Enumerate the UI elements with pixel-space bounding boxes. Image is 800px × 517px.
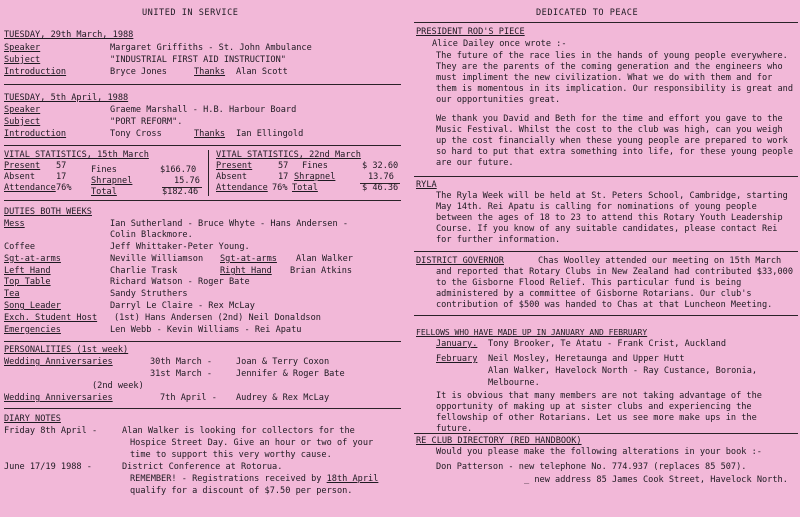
president-thanks: We thank you David and Beth for the time and effort you gave to the Music Festival. Whilst the cost to the club was high, can you weigh up the cost financially when these young people are prepared to work so hard to put that extra something into life, for these young people are our future. [436,114,793,168]
diary2-date: June 17/19 1988 - [4,462,92,472]
duty-sgt2: Alan Walker [296,254,353,264]
duty-emergencies-label: Emergencies [4,325,61,335]
president-quote: The future of the race lies in the hands of young people everywhere. They are the parents of the coming generation and the engineers who must impliment the new civilization. What we do with them and for them is momentous in its implication. Our responsibility is great and our opportunities great. [436,51,793,105]
meeting1-thanks: Alan Scott [236,67,288,77]
divider [4,408,401,409]
stats1-fines-label: Fines [91,165,117,175]
meeting1-intro: Bryce Jones [110,67,167,77]
fellows-title: FELLOWS WHO HAVE MADE UP IN JANUARY AND FEBRUARY [416,328,648,337]
meeting2-intro: Tony Cross [110,129,162,139]
president-title: PRESIDENT ROD'S PIECE [416,27,525,37]
stats2-attendance: 76% [272,183,288,193]
stats2-absent: 17 [278,172,289,182]
directory-line2: _ new address 85 James Cook Street, Havelock North. [524,475,788,485]
stats1-absent: 17 [56,172,67,182]
diary1-line1: Alan Walker is looking for collectors for the [122,426,355,436]
duty-mess: Ian Sutherland - Bruce Whyte - Hans Andersen - [110,219,348,229]
duty-coffee: Jeff Whittaker-Peter Young. [110,242,250,252]
fellows-feb-3: Melbourne. [488,378,540,388]
stats1-title: VITAL STATISTICS, 15th March [4,150,149,160]
duty-right-hand-label: Right Hand [220,266,272,276]
stats2-shrapnel: 13.76 [368,172,394,182]
diary2-reminder: REMEMBER! - Registrations received by [130,474,322,484]
duty-left-hand-label: Left Hand [4,266,51,276]
duty-right-hand: Brian Atkins [290,266,353,276]
meeting1-subject: "INDUSTRIAL FIRST AID INSTRUCTION" [110,55,286,65]
stats2-present: 57 [278,161,289,171]
diary1-line2: Hospice Street Day. Give an hour or two of your [130,438,374,448]
stats2-attendance-label: Attendance [216,183,268,193]
left-column-title: UNITED IN SERVICE [142,8,239,18]
duty-sgt2-label: Sgt-at-arms [220,254,277,264]
stats2-present-label: Present [216,161,253,171]
stats2-fines: $ 32.60 [362,161,399,171]
meeting1-intro-label: Introduction [4,67,67,77]
stats1-total: $182.46 [162,187,199,197]
diary2-deadline: 18th April [326,474,379,484]
duty-coffee-label: Coffee [4,242,36,252]
divider [414,251,798,252]
meeting1-speaker-label: Speaker [4,43,41,53]
duty-mess-label: Mess [4,219,25,229]
diary2-line1: District Conference at Rotorua. [122,462,283,472]
wedding2-date: 31st March - [150,369,213,379]
duty-tea-label: Tea [4,289,20,299]
duty-song-label: Song Leader [4,301,61,311]
diary1-line3: time to support this very worthy cause. [130,450,332,460]
directory-intro: Would you please make the following alterations in your book :- [436,447,762,457]
duty-sgt1: Neville Williamson [110,254,204,264]
stats1-total-label: Total [91,187,117,197]
stats2-shrapnel-label: Shrapnel [294,172,336,182]
diary1-date: Friday 8th April - [4,426,98,436]
diary-title: DIARY NOTES [4,414,61,424]
fellows-feb-1: Neil Mosley, Heretaunga and Upper Hutt [488,354,685,364]
duty-exchange: (1st) Hans Andersen (2nd) Neil Donaldson [114,313,321,323]
wedding-label-2: Wedding Anniversaries [4,393,113,403]
ryla-title: RYLA [416,180,437,190]
fellows-feb-2: Alan Walker, Havelock North - Ray Custance, Boronia, [488,366,758,376]
divider [4,341,401,342]
wedding3-names: Audrey & Rex McLay [236,393,330,403]
divider [414,433,798,434]
governor-text: Chas Woolley attended our meeting on 15th March and reported that Rotary Clubs in New Zealand had contributed $33,000 to the Gisborne Flood Relief. This particular fund is being administered by a committee of Gisborne Rotarians. Our club's contribution of $500 was handed to Chas at that Luncheon Meeting. [436,256,793,310]
duty-left-hand: Charlie Trask [110,266,178,276]
meeting2-thanks-label: Thanks [194,129,226,139]
stats1-present-label: Present [4,161,41,171]
stats2-fines-label: Fines [302,161,328,171]
wedding1-date: 30th March - [150,357,213,367]
meeting1-speaker: Margaret Griffiths - St. John Ambulance [110,43,312,53]
divider [4,84,401,85]
divider [414,22,798,23]
divider [414,315,798,316]
meeting2-thanks: Ian Ellingold [236,129,304,139]
right-column-title: DEDICATED TO PEACE [536,8,639,18]
ryla-text: The Ryla Week will be held at St. Peters School, Cambridge, starting May 14th. Rei Apatu is calling for nominations of young people between the ages of 18 to 23 to attend this Rotary Youth Leadership Course. If you know of any suitable candidates, please contact Rei for further information. [436,191,788,245]
duties-title: DUTIES BOTH WEEKS [4,207,92,217]
meeting2-speaker: Graeme Marshall - H.B. Harbour Board [110,105,297,115]
stats1-present: 57 [56,161,67,171]
stats1-shrapnel: 15.76 [174,176,200,186]
fellows-feb-label: February [436,354,478,364]
duty-tea: Sandy Struthers [110,289,188,299]
duty-top-table: Richard Watson - Roger Bate [110,277,250,287]
fellows-text: It is obvious that many members are not taking advantage of the opportunity of making up at sister clubs and experiencing the fellowship of other Rotarians. Let us see more make ups in the future. [436,391,762,434]
duty-song: Darryl Le Claire - Rex McLay [110,301,255,311]
duty-top-table-label: Top Table [4,277,51,287]
governor-title: DISTRICT GOVERNOR [416,256,504,266]
wedding-label: Wedding Anniversaries [4,357,113,367]
stats2-total: $ 46.36 [362,183,399,193]
duty-emergencies: Len Webb - Kevin Williams - Rei Apatu [110,325,302,335]
stats2-absent-label: Absent [216,172,248,182]
divider [4,145,401,146]
fellows-jan: Tony Brooker, Te Atatu - Frank Crist, Auckland [488,339,726,349]
meeting2-subject: "PORT REFORM". [110,117,183,127]
meeting2-speaker-label: Speaker [4,105,41,115]
stats1-shrapnel-label: Shrapnel [91,176,133,186]
stats1-attendance: 76% [56,183,72,193]
duty-exchange-label: Exch. Student Host [4,313,98,323]
stats2-total-label: Total [292,183,318,193]
week2-label: (2nd week) [92,381,144,391]
stats1-fines: $166.70 [160,165,197,175]
personalities-title: PERSONALITIES (1st week) [4,345,129,355]
divider [208,150,209,196]
meeting1-date: TUESDAY, 29th March, 1988 [4,30,134,40]
wedding1-names: Joan & Terry Coxon [236,357,330,367]
duty-mess-cont: Colin Blackmore. [110,230,193,240]
wedding2-names: Jennifer & Roger Bate [236,369,345,379]
meeting2-intro-label: Introduction [4,129,67,139]
meeting2-subject-label: Subject [4,117,41,127]
fellows-jan-label: January. [436,339,478,349]
diary2-line3: qualify for a discount of $7.50 per person. [130,486,353,496]
diary2-line2 [130,474,378,485]
stats2-title: VITAL STATISTICS, 22nd March [216,150,361,160]
wedding3-date: 7th April - [160,393,217,403]
president-quote-intro: Alice Dailey once wrote :- [432,39,567,49]
divider [414,176,798,177]
meeting1-subject-label: Subject [4,55,41,65]
directory-title: RE CLUB DIRECTORY (RED HANDBOOK) [416,436,582,446]
directory-line1: Don Patterson - new telephone No. 774.937 (replaces 85 507). [436,462,747,472]
meeting1-thanks-label: Thanks [194,67,226,77]
divider [4,200,401,201]
duty-sgt1-label: Sgt-at-arms [4,254,61,264]
stats1-attendance-label: Attendance [4,183,56,193]
stats1-absent-label: Absent [4,172,36,182]
meeting2-date: TUESDAY, 5th April, 1988 [4,93,129,103]
